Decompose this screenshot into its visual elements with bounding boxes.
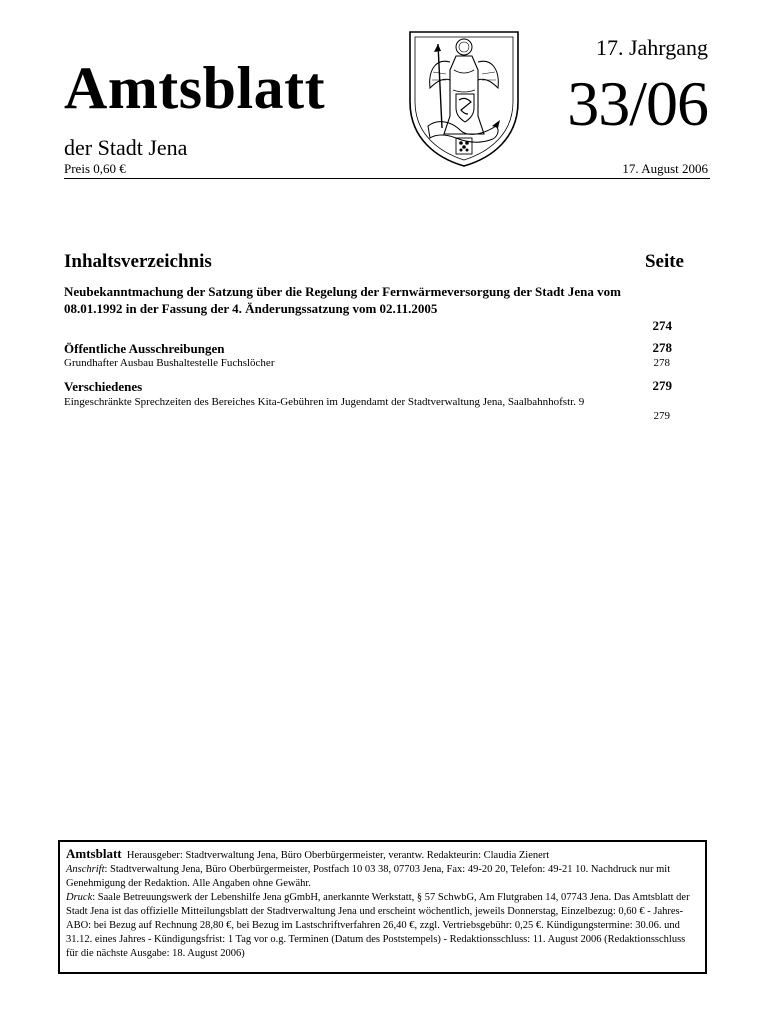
imprint-box — [58, 840, 707, 974]
toc-entry-page: 274 — [652, 318, 672, 333]
imprint-address: : Stadtverwaltung Jena, Büro Oberbürgermeister, Postfach 10 03 38, 07703 Jena, Fax: 49-20 20, Telefon: 49-21 10. Nachdruck nur mit Genehmigung der Redaktion. Alle Angaben ohne Gewähr. — [66, 864, 671, 889]
imprint-print-label: Druck — [66, 892, 93, 903]
masthead-title: Amtsblatt — [64, 55, 326, 121]
toc-heading: Inhaltsverzeichnis — [64, 251, 212, 272]
imprint-title: Amtsblatt — [66, 846, 122, 861]
imprint-address-label: Anschrift — [66, 864, 105, 875]
imprint-text — [66, 847, 699, 961]
toc-entry-title: Öffentliche Ausschreibungen — [64, 341, 225, 356]
imprint-publisher: Herausgeber: Stadtverwaltung Jena, Büro Oberbürgermeister, verantw. Redakteurin: Claudia Zienert — [126, 850, 550, 861]
toc-entry-sub-page: 278 — [653, 357, 670, 369]
toc-entry-title: Neubekanntmachung der Satzung über die Regelung der Fernwärmeversorgung der Stadt Jena vom 08.01.1992 in der Fassung der 4. Änderungssatzung vom 02.11.2005 — [64, 284, 621, 316]
toc-entry-description: Grundhafter Ausbau Bushaltestelle Fuchslöcher — [64, 357, 275, 369]
jena-coat-of-arms-icon — [408, 30, 520, 168]
toc-entry-sub-page: 279 — [653, 410, 670, 422]
toc-page-heading: Seite — [644, 251, 684, 272]
header-divider — [64, 178, 710, 179]
issue-price: Preis 0,60 € — [64, 161, 126, 176]
masthead-subtitle: der Stadt Jena — [64, 135, 188, 160]
issue-date: 17. August 2006 — [622, 161, 708, 176]
toc-entry-description: Eingeschränkte Sprechzeiten des Bereiches Kita-Gebühren im Jugendamt der Stadtverwaltung Jena, Saalbahnhofstr. 9 — [64, 396, 585, 408]
toc-entry-title: Verschiedenes — [64, 379, 143, 394]
issue-number: 33/06 — [567, 68, 708, 139]
toc-entry-page: 278 — [652, 340, 672, 355]
volume-label: 17. Jahrgang — [595, 35, 708, 60]
imprint-print: : Saale Betreuungswerk der Lebenshilfe Jena gGmbH, anerkannte Werkstatt, § 57 SchwbG, Am Flutgraben 14, 07743 Jena. Das Amtsblatt der Stadt Jena ist das offizielle Mitteilungsblatt der Stadtverwaltung Jena und erscheint wöchentlich, jeweils Donnerstag, Einzelbezug: 0,60 € - Jahres-ABO: bei Bezug auf Rechnung 28,80 €, bei Bezug im Lastschriftverfahren 26,40 €, zzgl. Vertriebsgebühr: 0,25 €. Kündigungstermine: 30.06. und 31.12. eines Jahres - Kündigungsfrist: 1 Tag vor o.g. Terminen (Datum des Poststempels) - Redaktionsschluss: 11. August 2006 (Redaktionsschluss für die nächste Ausgabe: 18. August 2006) — [66, 892, 690, 959]
toc-entry-page: 279 — [652, 378, 672, 393]
